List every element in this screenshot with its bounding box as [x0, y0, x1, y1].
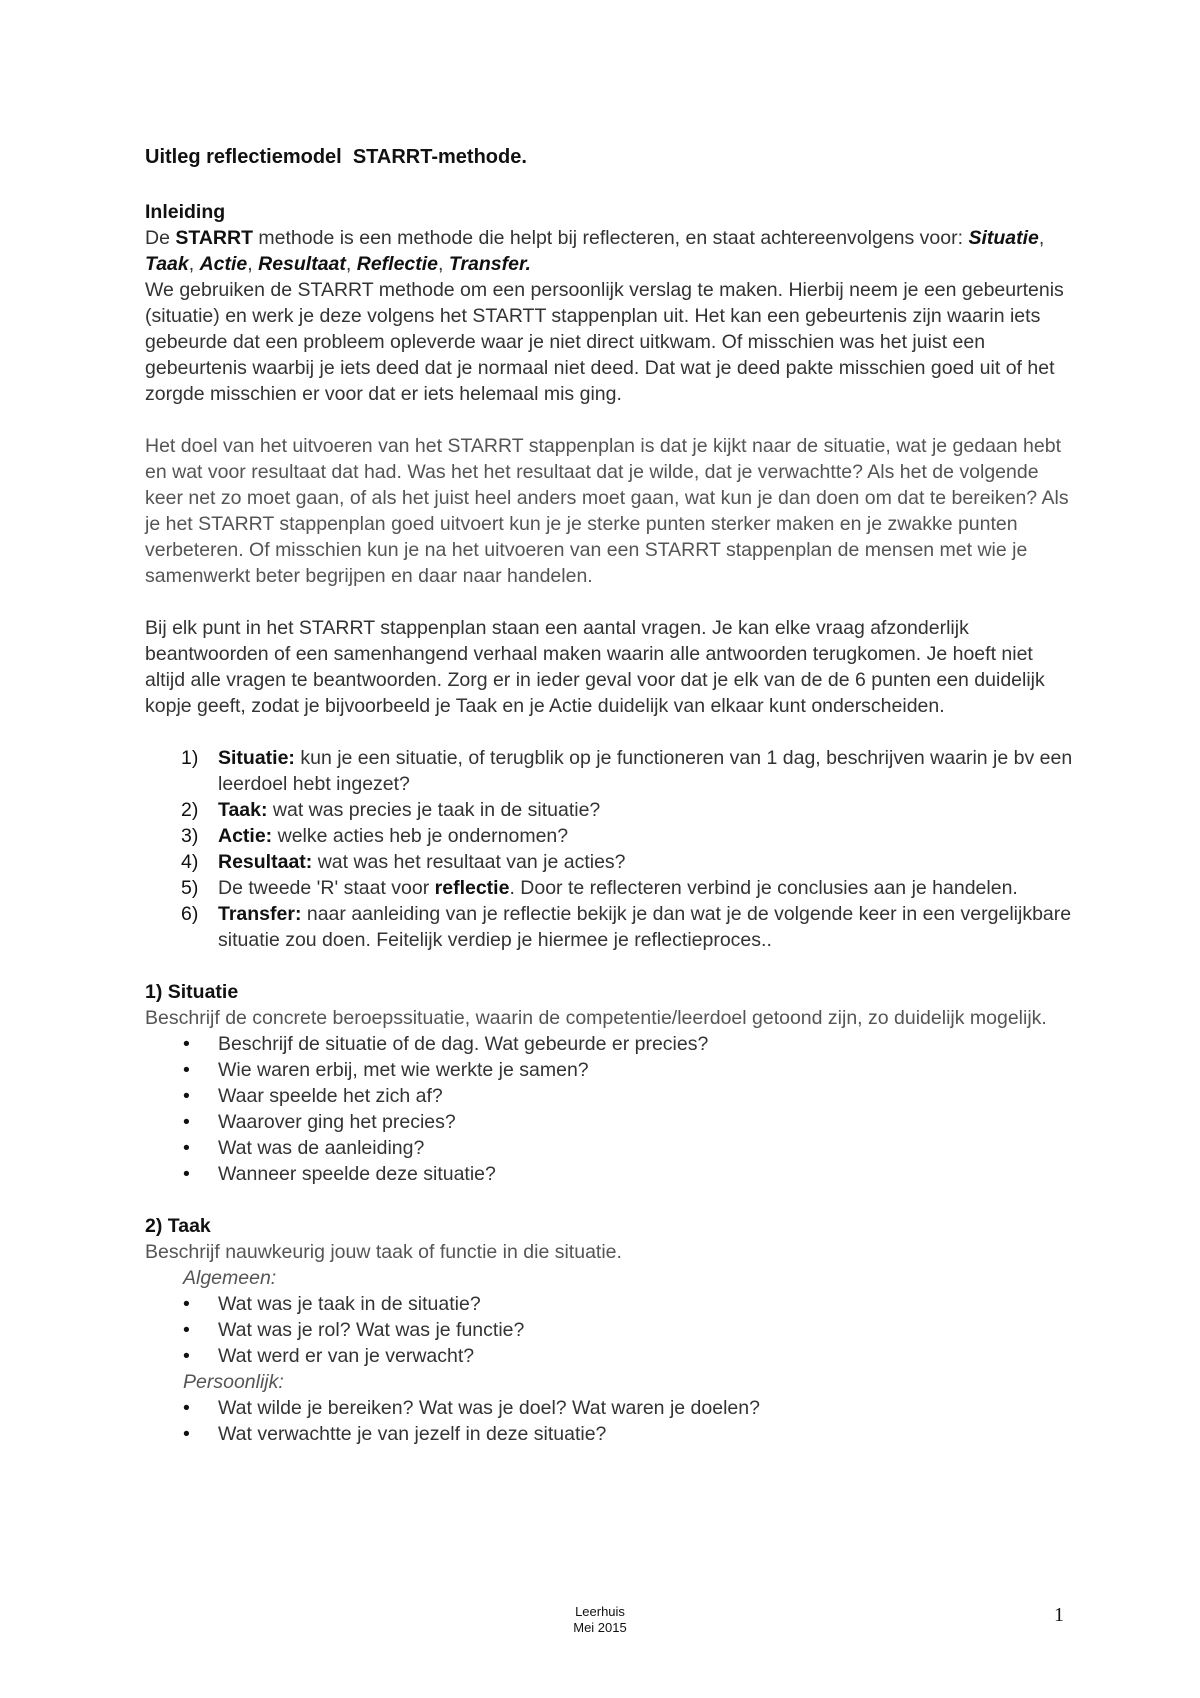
taak-subheading-persoonlijk: Persoonlijk:	[183, 1371, 284, 1393]
list-item	[145, 1291, 1075, 1317]
list-item	[145, 1343, 1075, 1369]
step-number: 2)	[181, 799, 199, 821]
taak-questions-persoonlijk	[145, 1395, 1075, 1447]
intro-text: De	[145, 227, 176, 249]
step-number: 4)	[181, 851, 199, 873]
step-text: welke acties heb je ondernomen?	[272, 825, 569, 847]
taak-questions-algemeen	[145, 1291, 1075, 1369]
term-resultaat: Resultaat	[258, 253, 346, 275]
term-reflectie: Reflectie	[356, 253, 439, 275]
bullet-icon: •	[183, 1137, 190, 1159]
bullet-icon: •	[183, 1059, 190, 1081]
intro-paragraph-4: Bij elk punt in het STARRT stappenplan staan een aantal vragen. Je kan elke vraag afzonderlijk beantwoorden of een samenhangend verhaal maken waarin alle antwoorden terugkomen. Je hoeft niet altijd alle vragen te beantwoorden. Zorg er in ieder geval voor dat je elk van de de 6 punten een duidelijk kopje geeft, zodat je bijvoorbeeld je Taak en je Actie duidelijk van elkaar kunt onderscheiden.	[145, 617, 1045, 717]
step-item	[145, 849, 1075, 875]
bullet-icon: •	[183, 1345, 190, 1367]
question-text: Wat werd er van je verwacht?	[218, 1345, 475, 1367]
situatie-questions	[145, 1031, 1075, 1187]
page-footer	[0, 1604, 1200, 1636]
list-item	[145, 1135, 1075, 1161]
step-text: wat was het resultaat van je acties?	[312, 851, 626, 873]
list-item	[145, 1395, 1075, 1421]
footer-date: Mei 2015	[573, 1620, 627, 1635]
question-text: Waarover ging het precies?	[218, 1111, 456, 1133]
question-text: Wat was je rol? Wat was je functie?	[218, 1319, 525, 1341]
step-keyword: reflectie	[434, 877, 510, 899]
list-item	[145, 1083, 1075, 1109]
starrt-steps-list	[145, 745, 1075, 953]
step-pre: De tweede 'R' staat voor	[218, 877, 435, 899]
bullet-icon: •	[183, 1423, 190, 1445]
step-keyword: Actie:	[218, 825, 273, 847]
bullet-icon: •	[183, 1111, 190, 1133]
step-text: naar aanleiding van je reflectie bekijk je dan wat je de volgende keer in een vergelijkbare situatie zou doen. Feitelijk verdiep je hiermee je reflectieproces..	[218, 903, 1072, 951]
list-item	[145, 1031, 1075, 1057]
list-item	[145, 1057, 1075, 1083]
separator: ,	[345, 253, 357, 275]
taak-subheading-algemeen: Algemeen:	[183, 1267, 277, 1289]
question-text: Wanneer speelde deze situatie?	[218, 1163, 496, 1185]
bullet-icon: •	[183, 1033, 190, 1055]
list-item	[145, 1161, 1075, 1187]
separator: ,	[1038, 227, 1045, 249]
term-taak: Taak	[145, 253, 189, 275]
step-number: 3)	[181, 825, 199, 847]
separator: ,	[188, 253, 200, 275]
intro-heading: Inleiding	[145, 201, 226, 223]
question-text: Waar speelde het zich af?	[218, 1085, 443, 1107]
bullet-icon: •	[183, 1085, 190, 1107]
step-item	[145, 901, 1075, 953]
term-actie: Actie	[199, 253, 248, 275]
list-item	[145, 1109, 1075, 1135]
bullet-icon: •	[183, 1293, 190, 1315]
question-text: Wat wilde je bereiken? Wat was je doel? Wat waren je doelen?	[218, 1397, 760, 1419]
step-text: kun je een situatie, of terugblik op je functioneren van 1 dag, beschrijven waarin je bv een leerdoel hebt ingezet?	[218, 747, 1073, 795]
intro-paragraph-3: Het doel van het uitvoeren van het STARRT stappenplan is dat je kijkt naar de situatie, wat je gedaan hebt en wat voor resultaat dat had. Was het het resultaat dat je wilde, dat je verwachtte? Als het de volgende keer net zo moet gaan, of als het juist heel anders moet gaan, wat kun je dan doen om dat te bereiken? Als je het STARRT stappenplan goed uitvoert kun je je sterke punten sterker maken en je zwakke punten verbeteren. Of misschien kun je na het uitvoeren van een STARRT stappenplan de mensen met wie je samenwerkt beter begrijpen en daar naar handelen.	[145, 435, 1069, 587]
question-text: Beschrijf de situatie of de dag. Wat gebeurde er precies?	[218, 1033, 709, 1055]
question-text: Wat was je taak in de situatie?	[218, 1293, 481, 1315]
question-text: Wat verwachtte je van jezelf in deze situatie?	[218, 1423, 607, 1445]
bullet-icon: •	[183, 1319, 190, 1341]
step-keyword: Resultaat:	[218, 851, 313, 873]
section-heading-taak: 2) Taak	[145, 1215, 211, 1237]
separator: ,	[438, 253, 449, 275]
step-number: 5)	[181, 877, 199, 899]
bullet-icon: •	[183, 1163, 190, 1185]
situatie-description: Beschrijf de concrete beroepssituatie, waarin de competentie/leerdoel getoond zijn, zo duidelijk mogelijk.	[145, 1007, 1047, 1029]
page-number: 1	[1054, 1604, 1064, 1626]
list-item	[145, 1317, 1075, 1343]
step-number: 1)	[181, 747, 199, 769]
step-keyword: Taak:	[218, 799, 268, 821]
footer-organisation: Leerhuis	[575, 1604, 625, 1619]
term-transfer: Transfer.	[448, 253, 531, 275]
question-text: Wat was de aanleiding?	[218, 1137, 425, 1159]
step-item	[145, 823, 1075, 849]
list-item	[145, 1421, 1075, 1447]
step-text: . Door te reflecteren verbind je conclusies aan je handelen.	[509, 877, 1018, 899]
intro-paragraph-2: We gebruiken de STARRT methode om een persoonlijk verslag te maken. Hierbij neem je een gebeurtenis (situatie) en werk je deze volgens het STARTT stappenplan uit. Het kan een gebeurtenis zijn waarin iets gebeurde dat een probleem opleverde waar je niet direct uitkwam. Of misschien was het juist een gebeurtenis waarbij je iets deed dat je normaal niet deed. Dat wat je deed pakte misschien goed uit of het zorgde misschien er voor dat er iets helemaal mis ging.	[145, 279, 1064, 405]
step-text: wat was precies je taak in de situatie?	[267, 799, 601, 821]
separator: ,	[247, 253, 259, 275]
step-item	[145, 875, 1075, 901]
intro-text: methode is een methode die helpt bij reflecteren, en staat achtereenvolgens voor:	[253, 227, 969, 249]
term-situatie: Situatie	[968, 227, 1039, 249]
question-text: Wie waren erbij, met wie werkte je samen?	[218, 1059, 589, 1081]
step-keyword: Transfer:	[218, 903, 302, 925]
bullet-icon: •	[183, 1397, 190, 1419]
intro-paragraph-1	[145, 225, 1075, 277]
step-item	[145, 797, 1075, 823]
page-title: Uitleg reflectiemodel STARRT-methode.	[145, 146, 527, 168]
starrt-bold: STARRT	[175, 227, 253, 249]
step-item	[145, 745, 1075, 797]
taak-description: Beschrijf nauwkeurig jouw taak of functie in die situatie.	[145, 1241, 622, 1263]
step-keyword: Situatie:	[218, 747, 295, 769]
step-number: 6)	[181, 903, 199, 925]
section-heading-situatie: 1) Situatie	[145, 981, 239, 1003]
document-body	[145, 199, 1075, 1447]
